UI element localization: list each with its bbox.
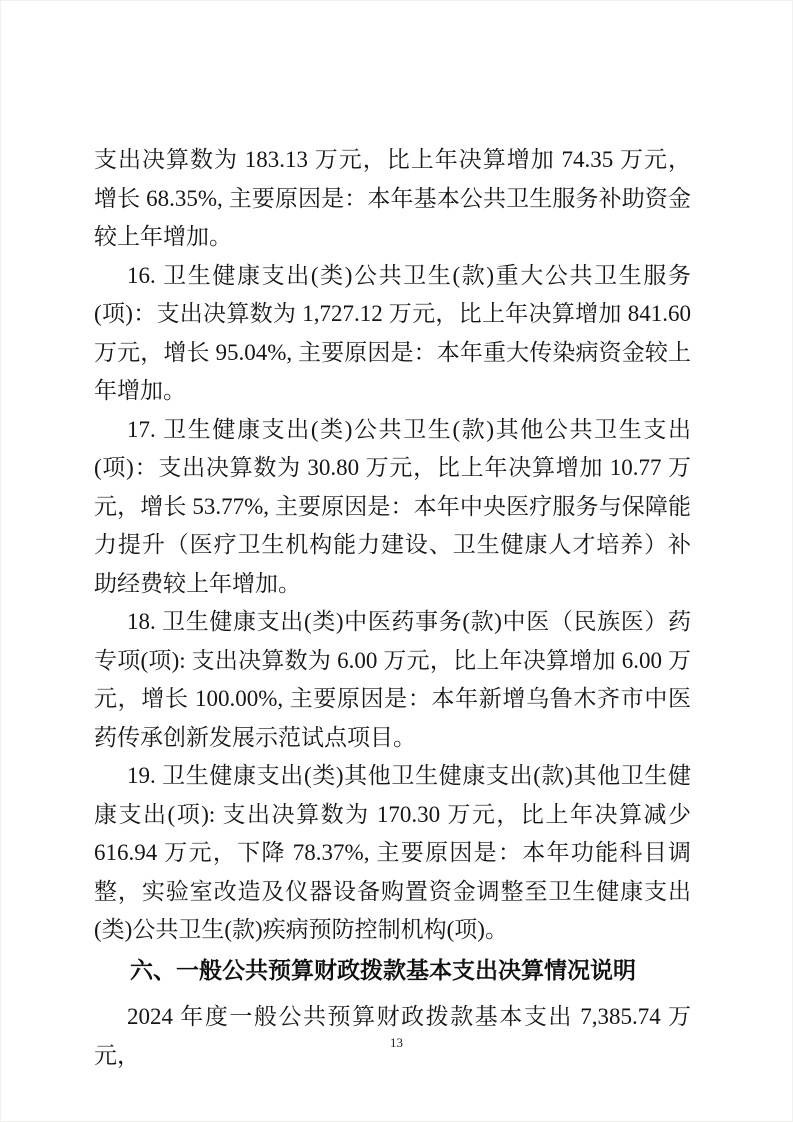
document-body [94, 141, 691, 1075]
paragraph-item-17: 17. 卫生健康支出(类)公共卫生(款)其他公共卫生支出(项)：支出决算数为 30.80 万元，比上年决算增加 10.77 万元，增长 53.77%, 主要原因是：本年中央医疗服务与保障能力提升（医疗卫生机构能力建设、卫生健康人才培养）补助经费较上年增加。 [94, 416, 691, 596]
page-number: 13 [390, 1035, 403, 1050]
paragraph-item-16: 16. 卫生健康支出(类)公共卫生(款)重大公共卫生服务(项)：支出决算数为 1,727.12 万元，比上年决算增加 841.60 万元，增长 95.04%, 主要原因是：本年重大传染病资金较上年增加。 [94, 262, 691, 403]
paragraph-item-18: 18. 卫生健康支出(类)中医药事务(款)中医（民族医）药专项(项): 支出决算数为 6.00 万元，比上年决算增加 6.00 万元，增长 100.00%, 主要原因是：本年新增乌鲁木齐市中医药传承创新发展示范试点项目。 [94, 609, 691, 750]
paragraph-item-19: 19. 卫生健康支出(类)其他卫生健康支出(款)其他卫生健康支出(项): 支出决算数为 170.30 万元，比上年决算减少 616.94 万元，下降 78.37%, 主要原因是：本年功能科目调整，实验室改造及仪器设备购置资金调整至卫生健康支出(类)公共卫生(款)疾病预防控制机构(项)。 [94, 763, 691, 942]
paragraph-basic-expenditure-summary: 2024 年度一般公共预算财政拨款基本支出 7,385.74 万元， [94, 1004, 691, 1068]
paragraph-continuation: 支出决算数为 183.13 万元，比上年决算增加 74.35 万元，增长 68.35%, 主要原因是：本年基本公共卫生服务补助资金较上年增加。 [94, 147, 691, 249]
section-heading: 六、一般公共预算财政拨款基本支出决算情况说明 [130, 956, 636, 983]
page-footer [0, 1034, 793, 1052]
